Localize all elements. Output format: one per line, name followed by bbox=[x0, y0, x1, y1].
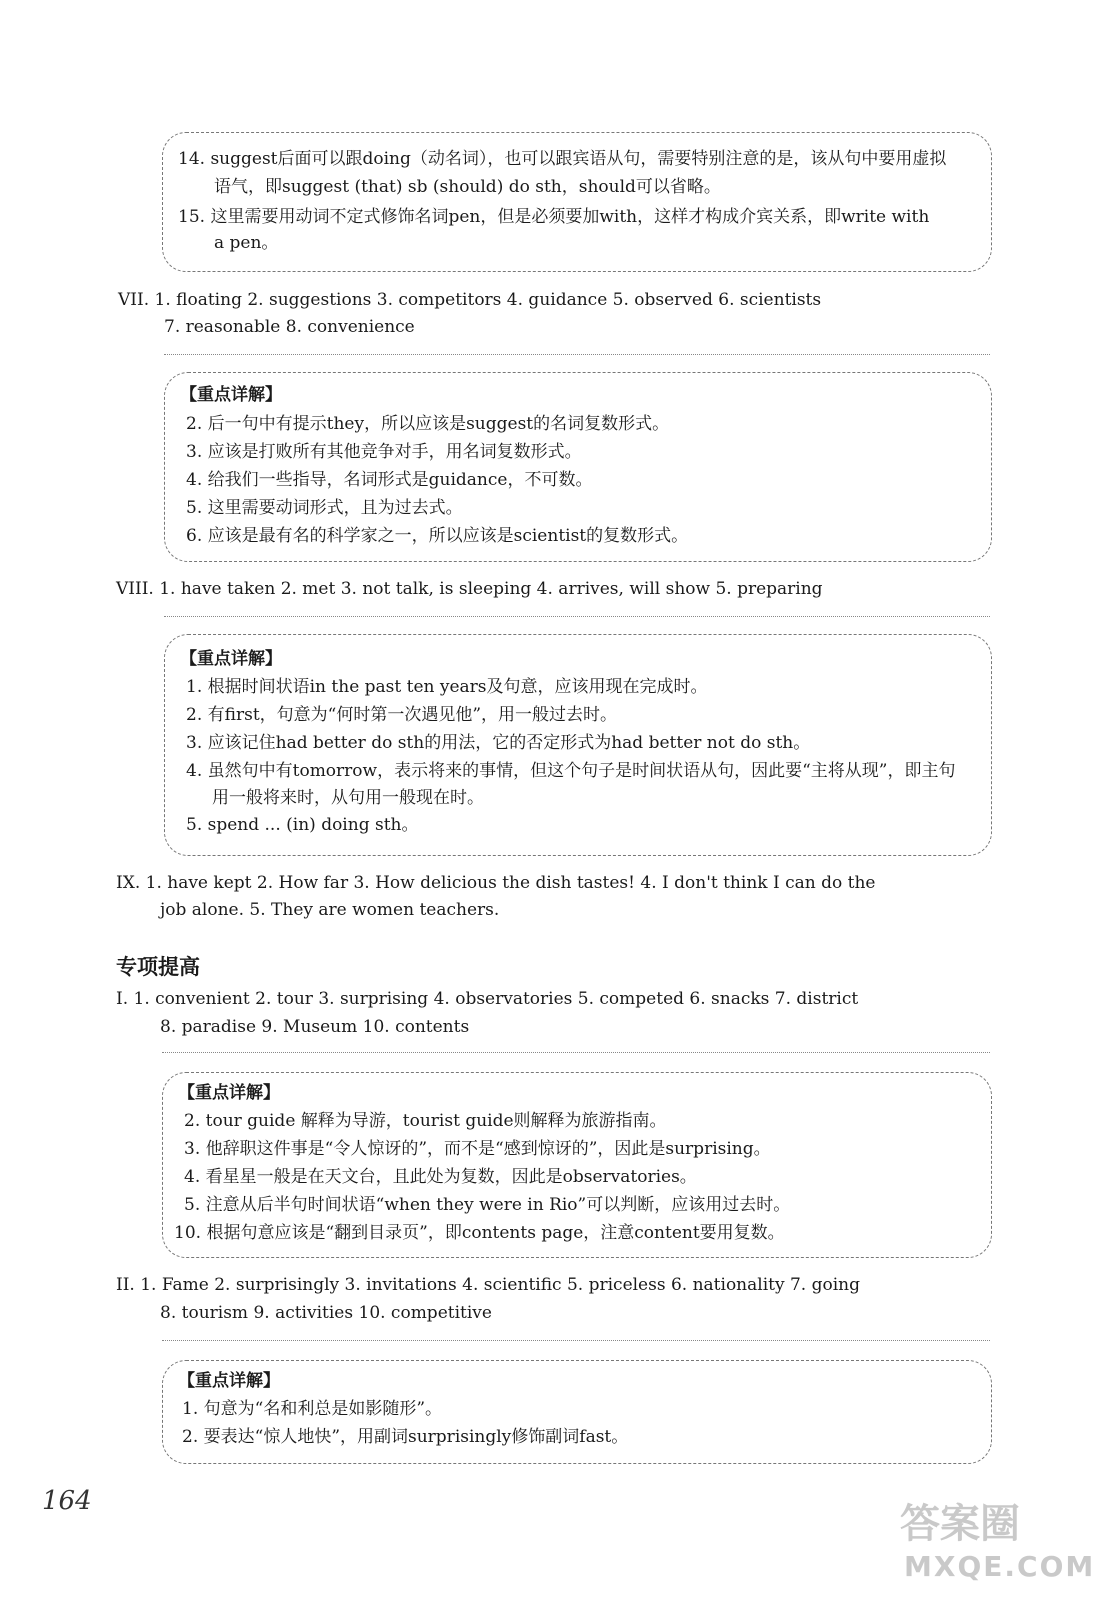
separator bbox=[162, 1340, 990, 1341]
box3-item: 4. 虽然句中有tomorrow，表示将来的事情，但这个句子是时间状语从句，因此要“主将从现”，即主句 bbox=[186, 761, 956, 781]
box2-item: 2. 后一句中有提示they，所以应该是suggest的名词复数形式。 bbox=[186, 414, 670, 434]
box3-heading: 【重点详解】 bbox=[180, 649, 282, 669]
s2-answers-line-2: 8. tourism 9. activities 10. competitive bbox=[160, 1303, 492, 1323]
s1-answers-line-2: 8. paradise 9. Museum 10. contents bbox=[160, 1017, 470, 1037]
box1-line-4: a pen。 bbox=[214, 233, 279, 253]
box3-item: 1. 根据时间状语in the past ten years及句意，应该用现在完成时。 bbox=[186, 677, 708, 697]
s1-answers-line-1: I. 1. convenient 2. tour 3. surprising 4. observatories 5. competed 6. snacks 7. district bbox=[116, 989, 859, 1009]
separator bbox=[164, 354, 990, 355]
box4-item: 2. tour guide 解释为导游，tourist guide则解释为旅游指南。 bbox=[184, 1111, 667, 1131]
box3-item: 3. 应该记住had better do sth的用法，它的否定形式为had better not do sth。 bbox=[186, 733, 811, 753]
box3-item: 用一般将来时，从句用一般现在时。 bbox=[212, 788, 484, 808]
box5-heading: 【重点详解】 bbox=[178, 1371, 280, 1391]
page-number: 164 bbox=[42, 1486, 92, 1516]
box3-item: 5. spend ... (in) doing sth。 bbox=[186, 815, 419, 835]
vii-answers-line-2: 7. reasonable 8. convenience bbox=[164, 317, 415, 337]
box5-item: 1. 句意为“名和利总是如影随形”。 bbox=[182, 1399, 443, 1419]
box2-item: 4. 给我们一些指导，名词形式是guidance，不可数。 bbox=[186, 470, 593, 490]
s2-answers-line-1: II. 1. Fame 2. surprisingly 3. invitations 4. scientific 5. priceless 6. nationality 7. going bbox=[116, 1275, 860, 1295]
ix-answers-line-2: job alone. 5. They are women teachers. bbox=[160, 900, 500, 920]
box2-heading: 【重点详解】 bbox=[180, 385, 282, 405]
section-title: 专项提高 bbox=[116, 955, 200, 979]
box2-item: 5. 这里需要动词形式，且为过去式。 bbox=[186, 498, 463, 518]
box2-item: 3. 应该是打败所有其他竞争对手，用名词复数形式。 bbox=[186, 442, 582, 462]
vii-answers-line-1: VII. 1. floating 2. suggestions 3. competitors 4. guidance 5. observed 6. scientists bbox=[118, 290, 822, 310]
separator bbox=[162, 1052, 990, 1053]
box4-item: 5. 注意从后半句时间状语“when they were in Rio”可以判断，应该用过去时。 bbox=[184, 1195, 791, 1215]
watermark-url: MXQE.COM bbox=[904, 1550, 1096, 1583]
box2-item: 6. 应该是最有名的科学家之一，所以应该是scientist的复数形式。 bbox=[186, 526, 689, 546]
box1-line-3: 15. 这里需要用动词不定式修饰名词pen，但是必须要加with，这样才构成介宾关系，即write with bbox=[178, 207, 930, 227]
box1-line-1: 14. suggest后面可以跟doing（动名词），也可以跟宾语从句，需要特别注意的是，该从句中要用虚拟 bbox=[178, 149, 947, 169]
box3-item: 2. 有first，句意为“何时第一次遇见他”，用一般过去时。 bbox=[186, 705, 618, 725]
box4-item: 10. 根据句意应该是“翻到目录页”，即contents page，注意content要用复数。 bbox=[174, 1223, 785, 1243]
box4-item: 4. 看星星一般是在天文台，且此处为复数，因此是observatories。 bbox=[184, 1167, 697, 1187]
separator bbox=[164, 616, 990, 617]
ix-answers-line-1: IX. 1. have kept 2. How far 3. How delicious the dish tastes! 4. I don't think I can do the bbox=[116, 873, 876, 893]
watermark-logo: 答案圈 bbox=[900, 1501, 1020, 1547]
box4-item: 3. 他辞职这件事是“令人惊讶的”，而不是“感到惊讶的”，因此是surprising。 bbox=[184, 1139, 771, 1159]
box1-line-2: 语气，即suggest (that) sb (should) do sth，should可以省略。 bbox=[214, 177, 721, 197]
box4-heading: 【重点详解】 bbox=[178, 1083, 280, 1103]
box5-item: 2. 要表达“惊人地快”，用副词surprisingly修饰副词fast。 bbox=[182, 1427, 629, 1447]
viii-answers-line-1: VIII. 1. have taken 2. met 3. not talk, is sleeping 4. arrives, will show 5. preparing bbox=[116, 579, 823, 599]
